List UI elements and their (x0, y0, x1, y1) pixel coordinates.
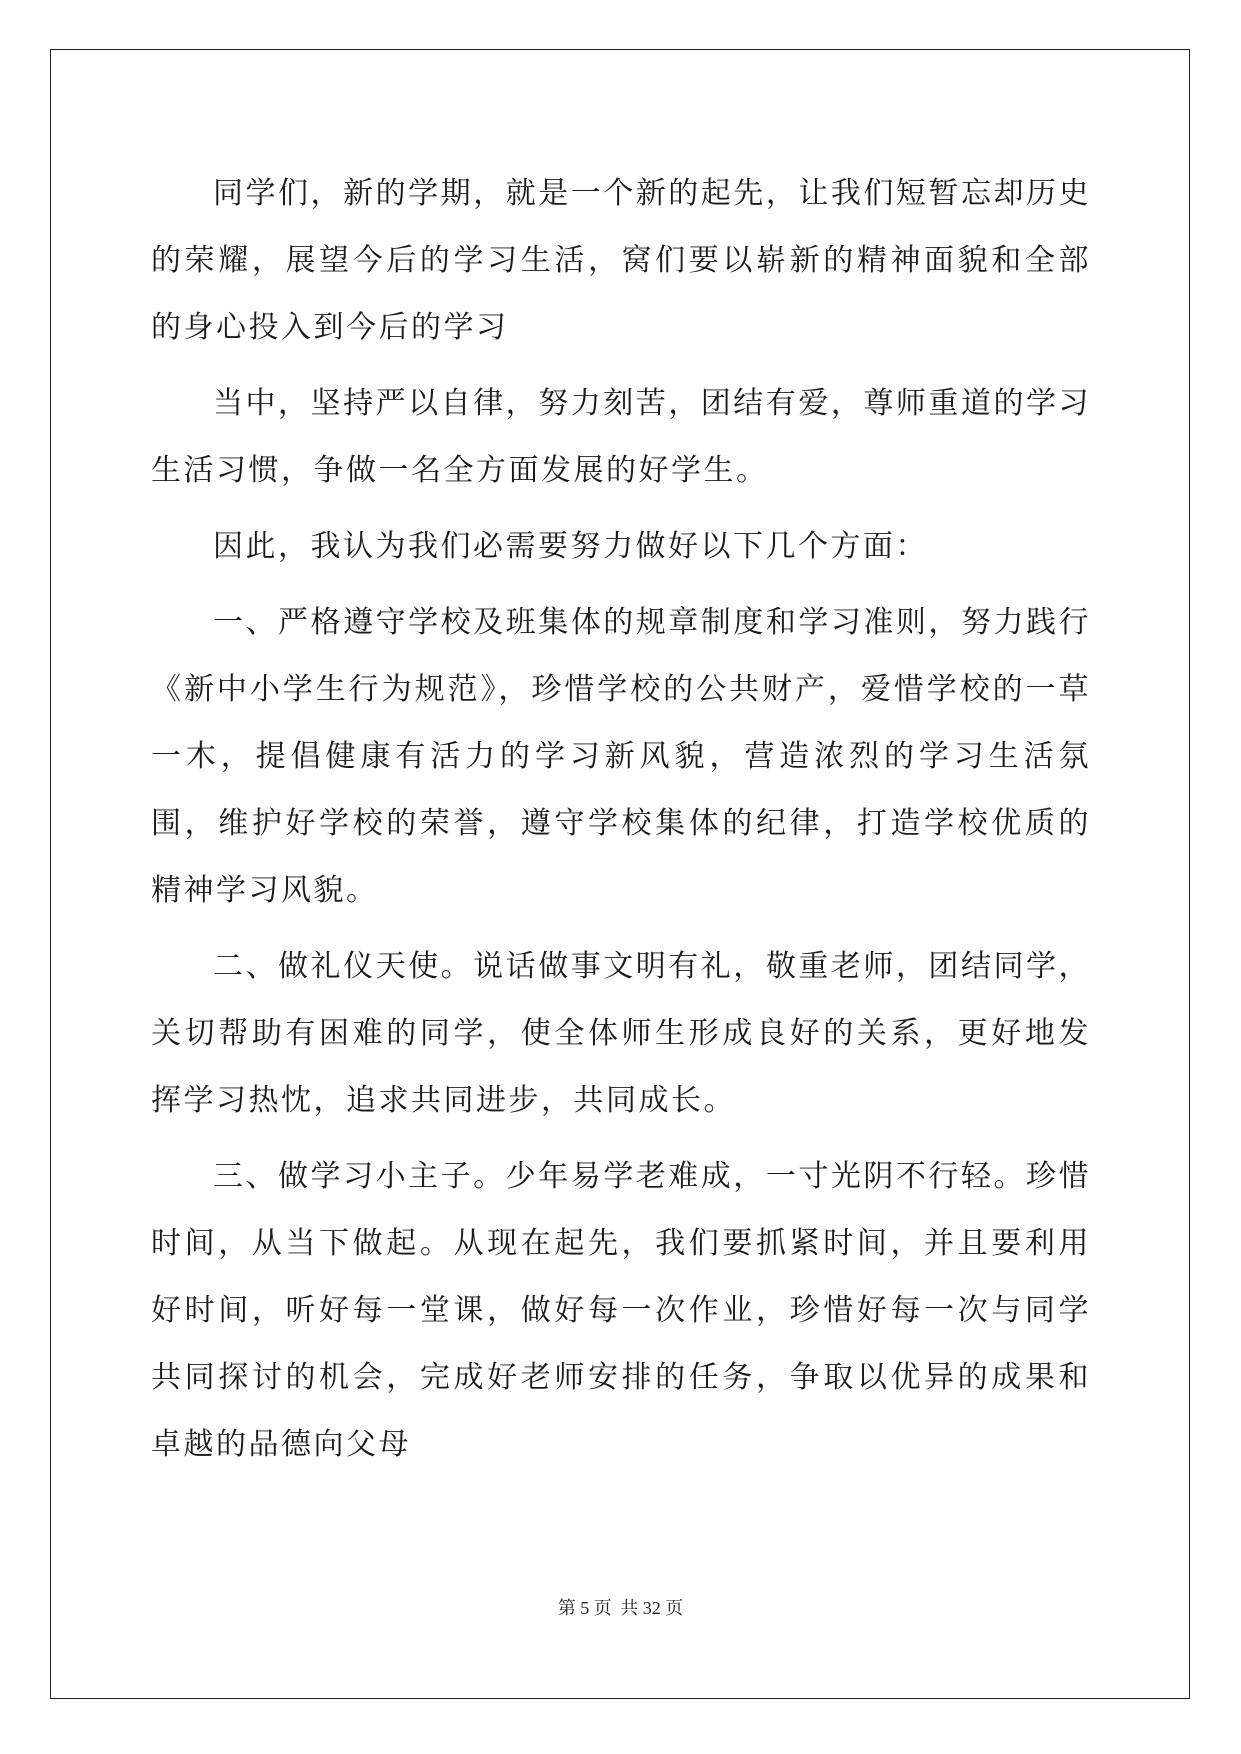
paragraph: 当中，坚持严以自律，努力刻苦，团结有爱，尊师重道的学习生活习惯，争做一名全方面发展的好学生。 (151, 386, 1091, 488)
paragraph: 一、严格遵守学校及班集体的规章制度和学习准则，努力践行《新中小学生行为规范》，珍惜学校的公共财产，爱惜学校的一草一木，提倡健康有活力的学习新风貌，营造浓烈的学习生活氛围，维护好学校的荣誉，遵守学校集体的纪律，打造学校优质的精神学习风貌。 (151, 605, 1091, 908)
paragraph: 三、做学习小主子。少年易学老难成，一寸光阴不行轻。珍惜时间，从当下做起。从现在起先，我们要抓紧时间，并且要利用好时间，听好每一堂课，做好每一次作业，珍惜好每一次与同学共同探讨的机会，完成好老师安排的任务，争取以优异的成果和卓越的品德向父母 (151, 1159, 1091, 1462)
paragraph: 因此，我认为我们必需要努力做好以下几个方面： (213, 529, 928, 564)
page-footer (0, 1594, 1241, 1620)
document-body (151, 160, 1091, 1487)
page-total: 共 32 页 (620, 1598, 684, 1618)
paragraph: 二、做礼仪天使。说话做事文明有礼，敬重老师，团结同学，关切帮助有困难的同学，使全体师生形成良好的关系，更好地发挥学习热忱，追求共同进步，共同成长。 (151, 949, 1091, 1118)
paragraph: 同学们，新的学期，就是一个新的起先，让我们短暂忘却历史的荣耀，展望今后的学习生活，窝们要以崭新的精神面貌和全部的身心投入到今后的学习 (151, 176, 1091, 345)
page-number: 第 5 页 (557, 1598, 612, 1618)
